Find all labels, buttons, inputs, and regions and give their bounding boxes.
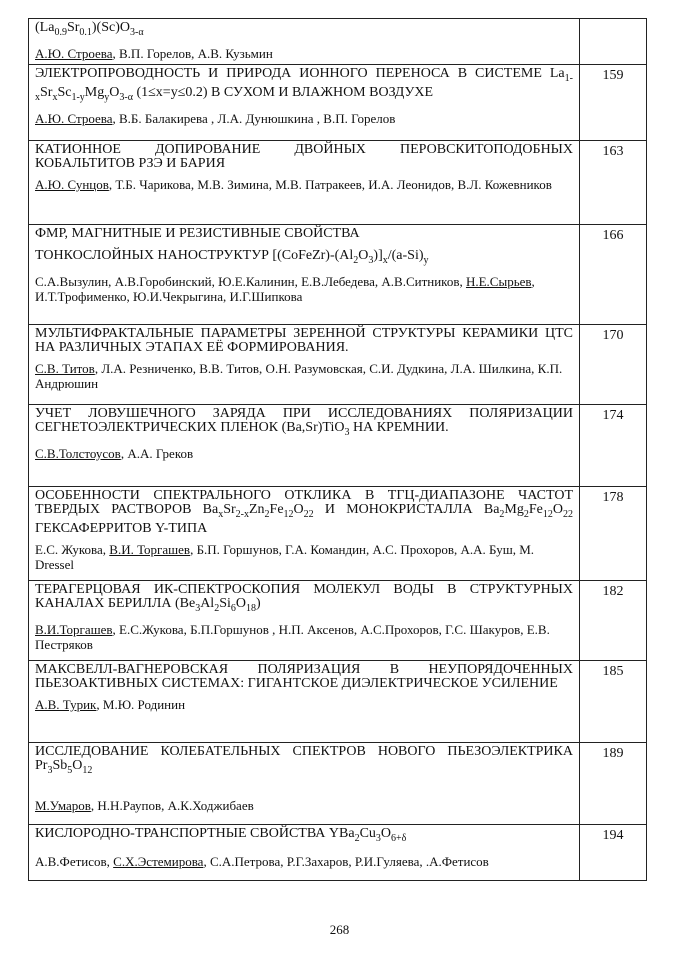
entry-content [29,325,580,405]
primary-author: А.Ю. Сунцов [35,177,109,192]
entry-authors [35,697,573,712]
entry-content [29,65,580,141]
toc-entry [29,325,647,405]
co-authors: , Н.Н.Раупов, А.К.Ходжибаев [90,797,254,813]
entry-content [29,825,580,881]
entry-authors [35,622,573,652]
entry-page: 182 [580,581,647,661]
toc-entry [29,405,647,487]
primary-author: С.В. Титов [35,361,95,376]
entry-authors [35,446,573,461]
entry-page: 194 [580,825,647,881]
entry-page: 170 [580,325,647,405]
entry-title: УЧЕТ ЛОВУШЕЧНОГО ЗАРЯДА ПРИ ИССЛЕДОВАНИЯХ ПОЛЯРИЗАЦИИ СЕГНЕТОЭЛЕКТРИЧЕСКИХ ПЛЕНОК (Ba,Sr)TiO$_3$ НА КРЕМНИИ. [35,406,573,438]
entry-authors [35,542,573,572]
co-authors: , М.Ю. Родинин [96,697,186,712]
entry-title-line1: ФМР, МАГНИТНЫЕ И РЕЗИСТИВНЫЕ СВОЙСТВА [35,226,360,241]
primary-author: С.В.Толстоусов [35,445,121,461]
entry-content [29,661,580,743]
page-number: 268 [329,922,350,937]
entry-title: ОСОБЕННОСТИ СПЕКТРАЛЬНОГО ОТКЛИКА В ТГЦ-ДИАПАЗОНЕ ЧАСТОТ ТВЕРДЫХ РАСТВОРОВ $Ba_xSr_{2-x}Zn_2Fe_{12}O_{22}$ И МОНОКРИСТАЛЛА $Ba_2Mg_2Fe_{12}O_{22}$ ГЕКСАФЕРРИТОВ Y-ТИПА [35,488,573,536]
co-authors: , Б.П. Горшунов, Г.А. Командин, А.С. Прохоров, А.А. Буш, M. Dressel [35,541,535,572]
entry-content [29,19,580,65]
entry-page: 178 [580,487,647,581]
entry-title: ТЕРАГЕРЦОВАЯ ИК-СПЕКТРОСКОПИЯ МОЛЕКУЛ ВОДЫ В СТРУКТУРНЫХ КАНАЛАХ БЕРИЛЛА $(Be_3Al_2Si_6O_{18})$ [35,582,573,614]
entry-page [580,19,647,65]
primary-author: В.И.Торгашев [35,621,113,637]
co-authors: , Т.Б. Чарикова, М.В. Зимина, М.В. Патракеев, И.А. Леонидов, В.Л. Кожевников [108,177,552,192]
toc-entry [29,65,647,141]
entry-title-line2: ТОНКОСЛОЙНЫХ НАНОСТРУКТУР $[(CoFeZr)-(Al_2O_3)]_x/(a-Si)_y$ [35,248,429,266]
toc-entry [29,141,647,225]
entry-title: ИССЛЕДОВАНИЕ КОЛЕБАТЕЛЬНЫХ СПЕКТРОВ НОВОГО ПЬЕЗОЭЛЕКТРИКА $Pr_3Sb_5O_{12}$ [35,744,573,776]
toc-entry [29,487,647,581]
toc-entry [29,19,647,65]
entry-page: 185 [580,661,647,743]
entry-page: 166 [580,225,647,325]
co-authors: , В.Б. Балакирева , Л.А. Дунюшкина , В.П. Горелов [112,110,396,126]
entry-content [29,405,580,487]
authors-pre: С.А.Вызулин, А.В.Горобинский, Ю.Е.Калинин, Е.В.Лебедева, А.В.Ситников, [35,273,466,289]
primary-author: А.Ю. Строева [35,110,113,126]
entry-content [29,487,580,581]
co-authors: , Л.А. Резниченко, В.В. Титов, О.Н. Разумовская, С.И. Дудкина, Л.А. Шилкина, К.П. Андрюшин [35,361,563,391]
primary-author: М.Умаров [35,797,91,813]
co-authors: , А.А. Греков [120,445,194,461]
entry-page: 174 [580,405,647,487]
entry-title: КИСЛОРОДНО-ТРАНСПОРТНЫЕ СВОЙСТВА $YBa_2Cu_3O_{6+\delta}$ [35,826,407,844]
entry-content [29,581,580,661]
primary-author: Н.Е.Сырьев [465,273,532,289]
co-authors: , Е.С.Жукова, Б.П.Горшунов , Н.П. Аксенов, А.С.Прохоров, Г.С. Шакуров, Е.В. Пестряков [35,621,550,652]
entry-authors [35,177,573,192]
entry-authors [35,854,573,869]
co-authors: , И.Т.Трофименко, Ю.И.Чекрыгина, И.Г.Шипкова [35,273,535,304]
co-authors: , В.П. Горелов, А.В. Кузьмин [112,45,273,61]
entry-title: МАКСВЕЛЛ-ВАГНЕРОВСКАЯ ПОЛЯРИЗАЦИЯ В НЕУПОРЯДОЧЕННЫХ ПЬЕЗОАКТИВНЫХ СИСТЕМАХ: ГИГАНТСКОЕ ДИЭЛЕКТРИЧЕСКОЕ УСИЛЕНИЕ [35,662,573,691]
toc-entry [29,825,647,881]
toc-entry [29,661,647,743]
authors-pre: А.В.Фетисов, [35,853,114,869]
entry-title: $(La_{0.9}Sr_{0.1})(Sc)O_{3-\alpha}$ [35,20,144,38]
entry-authors [35,361,573,391]
toc-entry [29,581,647,661]
toc-entry [29,743,647,825]
entry-authors [35,46,573,61]
primary-author: С.Х.Эстемирова [113,853,204,869]
entry-content [29,141,580,225]
primary-author: А.В. Турик [35,697,97,712]
toc-entry [29,225,647,325]
co-authors: , С.А.Петрова, Р.Г.Захаров, Р.И.Гуляева, .А.Фетисов [203,853,489,869]
entry-content [29,743,580,825]
entry-authors [35,111,573,126]
authors-pre: Е.С. Жукова, [35,541,110,557]
entry-title: ЭЛЕКТРОПРОВОДНОСТЬ И ПРИРОДА ИОННОГО ПЕРЕНОСА В СИСТЕМЕ $La_{1-x}Sr_xSc_{1-y}Mg_yO_{3-\alpha}$ (1≤x=y≤0.2) В СУХОМ И ВЛАЖНОМ ВОЗДУХЕ [35,66,573,103]
primary-author: А.Ю. Строева [35,45,113,61]
entry-title: КАТИОННОЕ ДОПИРОВАНИЕ ДВОЙНЫХ ПЕРОВСКИТОПОДОБНЫХ КОБАЛЬТИТОВ РЗЭ И БАРИЯ [35,142,573,171]
entry-page: 159 [580,65,647,141]
entry-page: 163 [580,141,647,225]
entry-authors [35,798,573,813]
primary-author: В.И. Торгашев [109,541,191,557]
entry-title: МУЛЬТИФРАКТАЛЬНЫЕ ПАРАМЕТРЫ ЗЕРЕННОЙ СТРУКТУРЫ КЕРАМИКИ ЦТС НА РАЗЛИЧНЫХ ЭТАПАХ ЕЁ ФОРМИРОВАНИЯ. [35,326,573,355]
table-of-contents [28,18,647,881]
entry-authors [35,274,573,304]
entry-content [29,225,580,325]
entry-page: 189 [580,743,647,825]
